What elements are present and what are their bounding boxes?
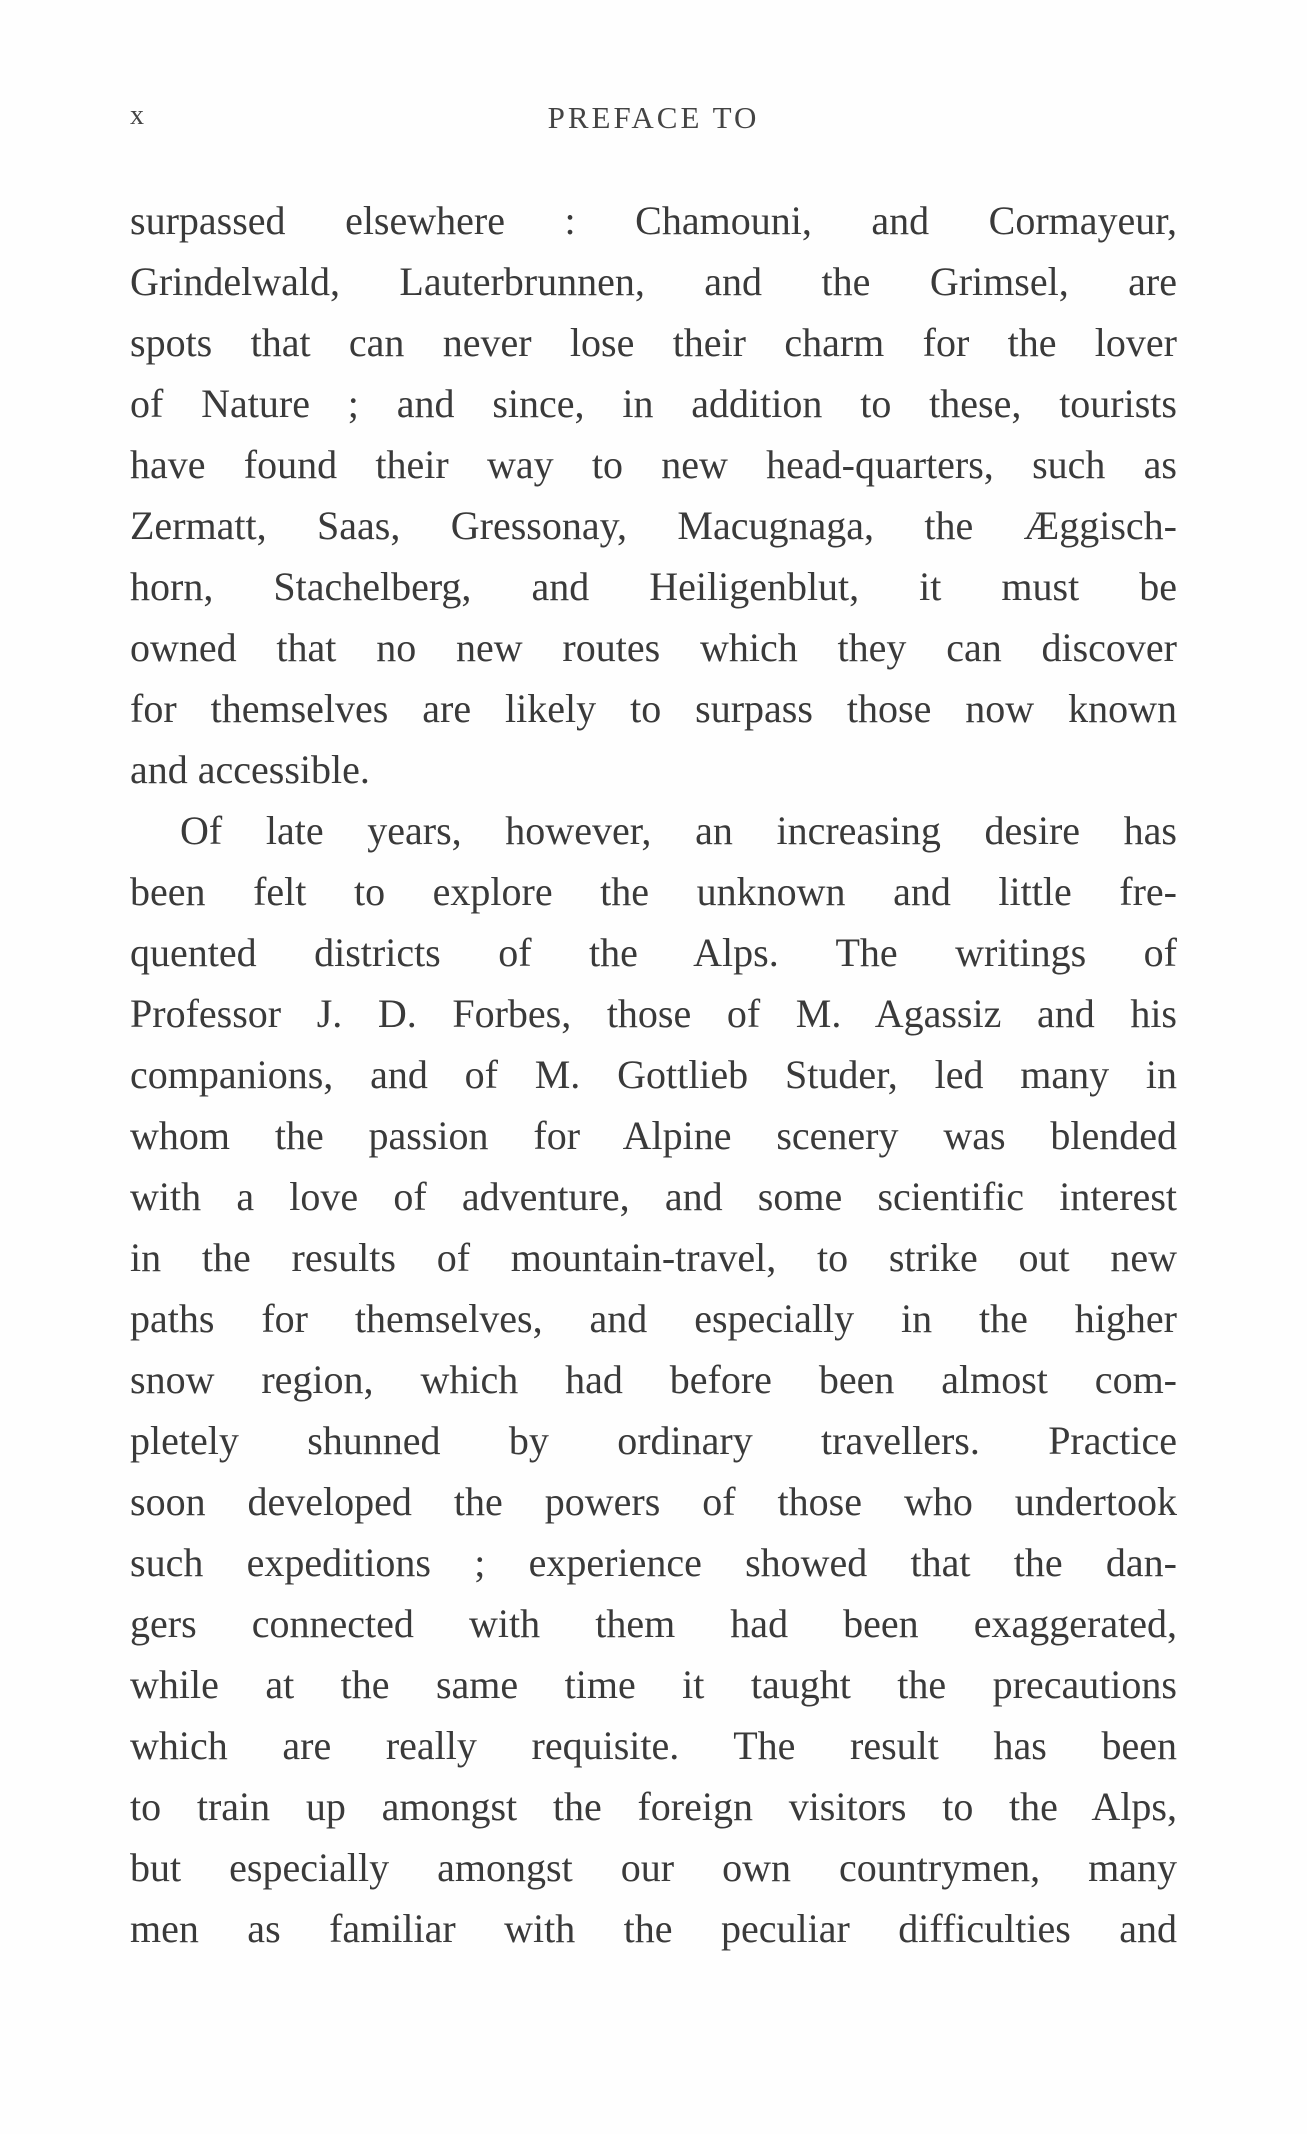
text-line: and accessible. — [130, 747, 370, 792]
text-line: while at the same time it taught the precautions — [130, 1662, 1177, 1707]
body-text — [130, 190, 1177, 1959]
page-number: x — [130, 100, 145, 131]
text-line: Of late years, however, an increasing desire has — [180, 808, 1177, 853]
text-line: which are really requisite. The result has been — [130, 1723, 1177, 1768]
text-line: Professor J. D. Forbes, those of M. Agassiz and his — [130, 991, 1177, 1036]
text-line: owned that no new routes which they can discover — [130, 625, 1177, 670]
text-line: Grindelwald, Lauterbrunnen, and the Grimsel, are — [130, 259, 1177, 304]
text-line: to train up amongst the foreign visitors to the Alps, — [130, 1784, 1177, 1829]
paragraph-1 — [130, 190, 1177, 800]
text-line: of Nature ; and since, in addition to these, tourists — [130, 381, 1177, 426]
text-line: have found their way to new head-quarters, such as — [130, 442, 1177, 487]
running-head: PREFACE TO — [547, 100, 760, 135]
text-line: horn, Stachelberg, and Heiligenblut, it must be — [130, 564, 1177, 609]
text-line: men as familiar with the peculiar difficulties and — [130, 1906, 1177, 1951]
text-line: pletely shunned by ordinary travellers. Practice — [130, 1418, 1177, 1463]
page-header — [130, 100, 1177, 144]
text-line: spots that can never lose their charm for the lover — [130, 320, 1177, 365]
text-line: for themselves are likely to surpass those now known — [130, 686, 1177, 731]
text-line: gers connected with them had been exaggerated, — [130, 1601, 1177, 1646]
text-line: paths for themselves, and especially in the higher — [130, 1296, 1177, 1341]
text-line: companions, and of M. Gottlieb Studer, led many in — [130, 1052, 1177, 1097]
text-line: but especially amongst our own countrymen, many — [130, 1845, 1177, 1890]
text-line: been felt to explore the unknown and little fre- — [130, 869, 1177, 914]
text-line: quented districts of the Alps. The writings of — [130, 930, 1177, 975]
paragraph-2 — [130, 800, 1177, 1959]
text-line: Zermatt, Saas, Gressonay, Macugnaga, the Æggisch- — [130, 503, 1177, 548]
text-line: whom the passion for Alpine scenery was blended — [130, 1113, 1177, 1158]
text-line: in the results of mountain-travel, to strike out new — [130, 1235, 1177, 1280]
text-line: snow region, which had before been almost com- — [130, 1357, 1177, 1402]
text-line: with a love of adventure, and some scientific interest — [130, 1174, 1177, 1219]
text-line: surpassed elsewhere : Chamouni, and Cormayeur, — [130, 198, 1177, 243]
text-line: soon developed the powers of those who undertook — [130, 1479, 1177, 1524]
text-line: such expeditions ; experience showed that the dan- — [130, 1540, 1177, 1585]
